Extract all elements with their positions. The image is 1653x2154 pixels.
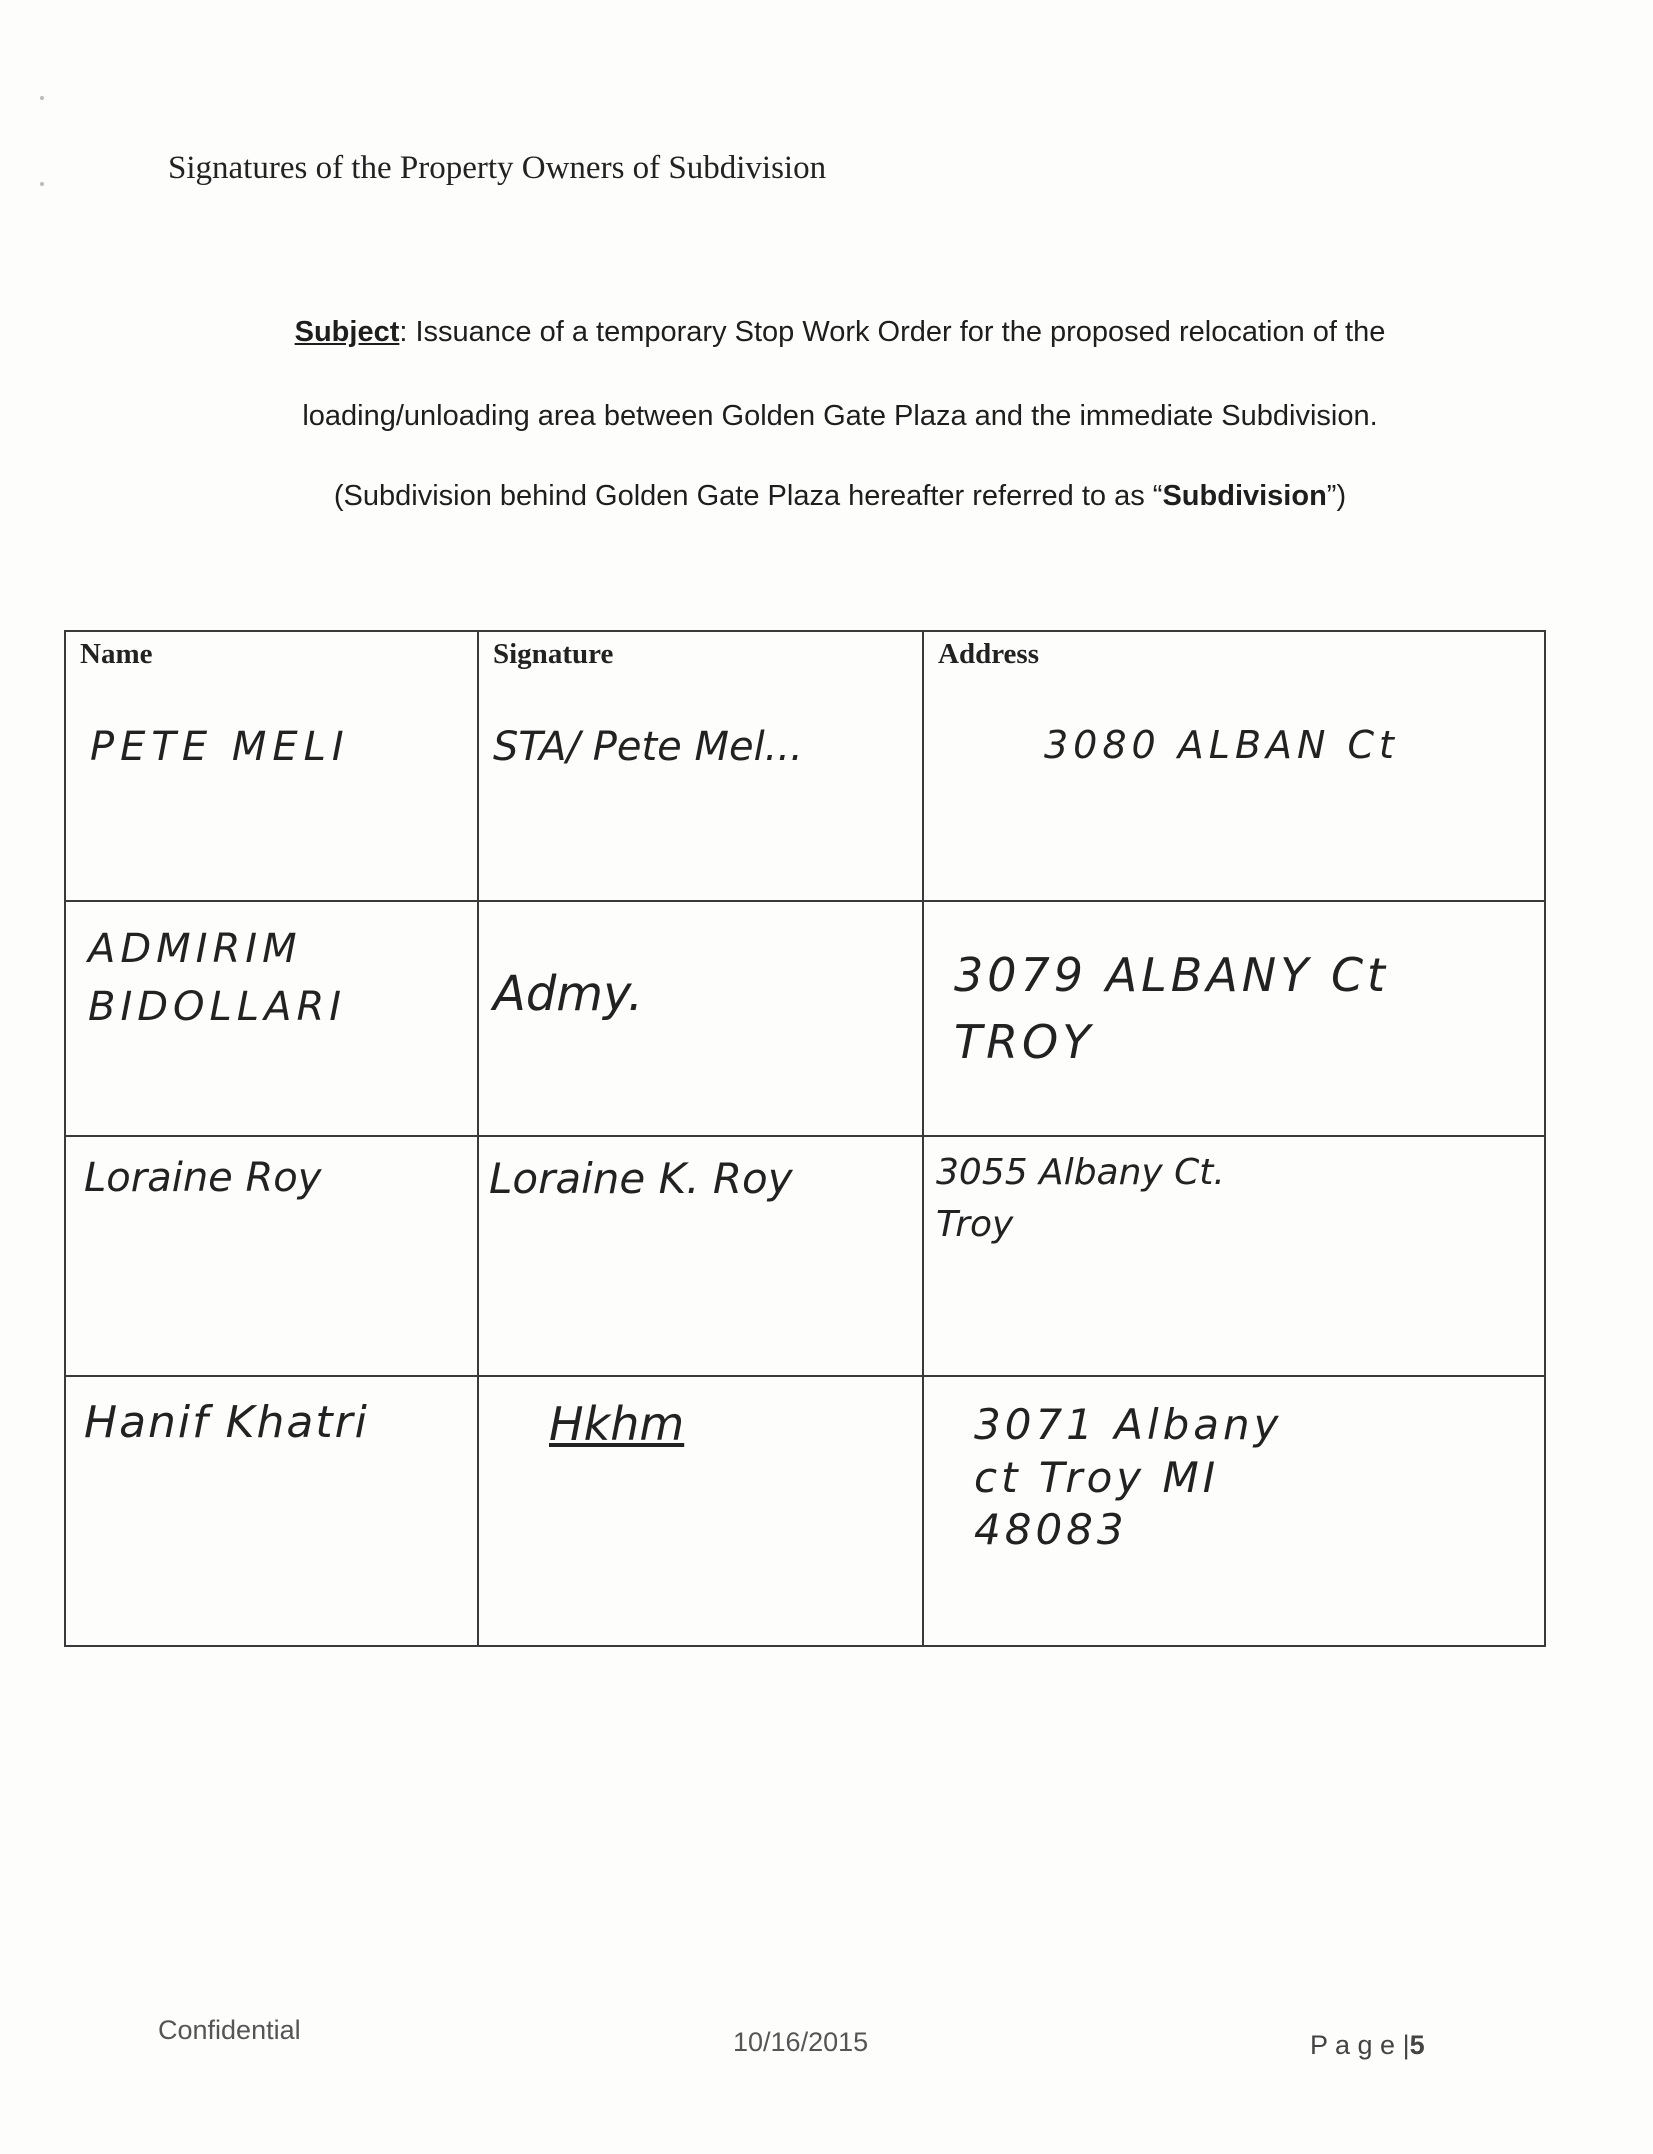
table-row: [65, 1376, 1545, 1646]
name-handwritten: PETE MELI: [90, 724, 350, 770]
page-number: 5: [1409, 2030, 1425, 2060]
signature-handwritten: Loraine K. Roy: [489, 1154, 793, 1203]
address-handwritten: 3071 Albany ct Troy MI 48083: [974, 1400, 1283, 1554]
address-cell: [923, 1136, 1545, 1376]
subject-text-3: (Subdivision behind Golden Gate Plaza hereafter referred to as “: [333, 480, 1163, 512]
scan-speck: [40, 182, 44, 186]
subject-line-1: [200, 316, 1480, 349]
name-cell: [65, 1376, 478, 1646]
subject-text-3-bold: Subdivision: [1162, 480, 1327, 512]
address-cell: [923, 631, 1545, 901]
signature-cell: [478, 901, 923, 1136]
signature-column-header: Signature: [493, 638, 614, 670]
address-handwritten: 3080 ALBAN Ct: [1044, 723, 1399, 767]
name-cell: [65, 1136, 478, 1376]
page-heading: Signatures of the Property Owners of Subdivision: [168, 150, 827, 186]
scan-speck: [40, 96, 44, 100]
signature-cell: [478, 1376, 923, 1646]
name-handwritten: ADMIRIM BIDOLLARI: [88, 926, 347, 1030]
address-cell: [923, 1376, 1545, 1646]
signature-handwritten: Admy.: [493, 966, 643, 1022]
address-cell: [923, 901, 1545, 1136]
page-label: P a g e: [1310, 2030, 1396, 2060]
subject-text-2: loading/unloading area between Golden Gate Plaza and the immediate Subdivision.: [302, 400, 1378, 432]
subject-line-3: [200, 480, 1480, 513]
subject-line-2: [200, 400, 1480, 433]
address-column-header: Address: [938, 638, 1039, 670]
signature-handwritten: STA/ Pete Mel...: [493, 724, 803, 770]
address-handwritten: 3055 Albany Ct. Troy: [936, 1152, 1225, 1246]
subject-text-3-end: ”): [1326, 480, 1347, 512]
address-handwritten: 3079 ALBANY Ct TROY: [954, 948, 1390, 1069]
signature-cell: [478, 631, 923, 901]
table-row: [65, 1136, 1545, 1376]
footer-confidential: Confidential: [158, 2015, 301, 2045]
name-handwritten: Loraine Roy: [84, 1155, 322, 1201]
signature-handwritten: Hkhm: [549, 1397, 685, 1451]
footer-date: 10/16/2015: [733, 2027, 869, 2057]
name-cell: [65, 631, 478, 901]
name-handwritten: Hanif Khatri: [84, 1397, 369, 1448]
subject-label: Subject: [294, 316, 400, 348]
signature-cell: [478, 1136, 923, 1376]
subject-text-1: : Issuance of a temporary Stop Work Order for the proposed relocation of the: [399, 316, 1386, 348]
footer-page: [1310, 2030, 1425, 2061]
page-separator: |: [1402, 2030, 1410, 2060]
table-row: [65, 631, 1545, 901]
signature-table: [64, 630, 1546, 1647]
name-column-header: Name: [80, 638, 153, 670]
name-cell: [65, 901, 478, 1136]
table-row: [65, 901, 1545, 1136]
